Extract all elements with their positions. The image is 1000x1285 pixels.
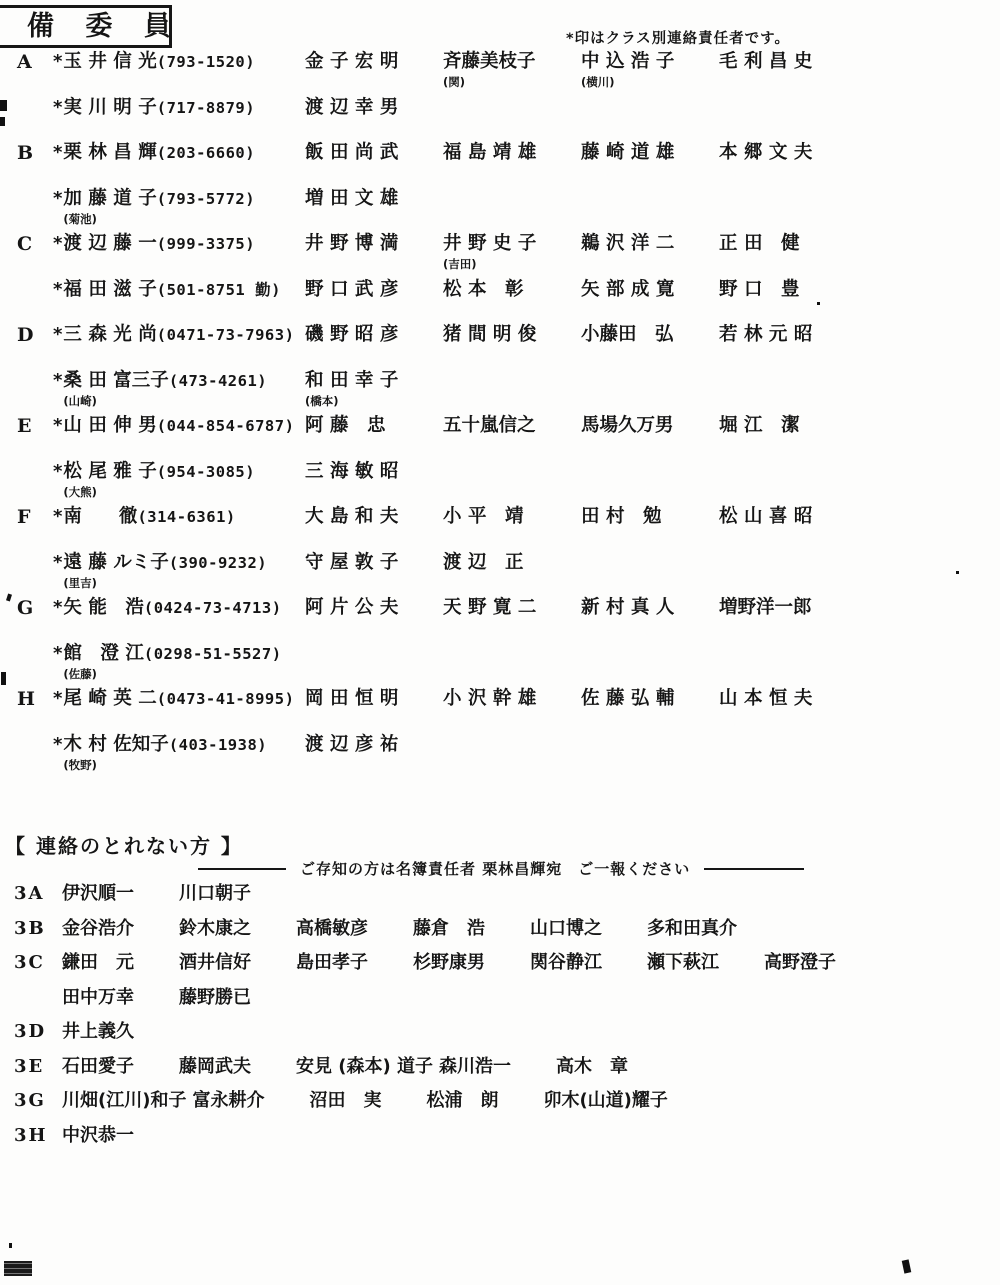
class-label: B	[17, 142, 34, 164]
maiden-name: (大熊)	[63, 484, 97, 499]
person-name: 斉藤美枝子	[443, 51, 536, 72]
person-name: 本 郷 文 夫	[719, 142, 813, 163]
person-name: 三 海 敏 昭	[305, 460, 399, 482]
member-cell	[443, 596, 581, 620]
member-cell	[443, 551, 581, 575]
member-cell	[719, 232, 857, 256]
leader-name-row	[63, 369, 267, 393]
person-name: 杉野康男	[413, 952, 485, 973]
leader-name-row	[63, 505, 235, 529]
person-name: 井 野 博 満	[305, 233, 399, 254]
member-cell	[443, 141, 581, 165]
asterisk-mark: *	[53, 733, 63, 755]
person-name: 鈴木康之	[179, 917, 251, 939]
person-name: 正 田 健	[719, 233, 800, 254]
committee-line	[0, 687, 1000, 733]
phone-number: (0471-73-7963)	[156, 326, 295, 344]
leader-cell	[53, 278, 305, 302]
person-name: 島田孝子	[296, 952, 368, 973]
member-cell	[581, 687, 719, 711]
phone-number: (044-854-6787)	[156, 417, 295, 435]
dash-rule-right	[704, 868, 804, 870]
person-name: 飯 田 尚 武	[305, 142, 399, 163]
person-name: 小 平 靖	[443, 506, 524, 527]
member-cell	[719, 505, 857, 529]
person-name: 矢 部 成 寛	[581, 278, 675, 300]
member-cell	[719, 596, 857, 620]
person-name: 多和田真介	[647, 917, 737, 939]
committee-line	[0, 551, 1000, 597]
class-label: 3C	[14, 952, 45, 973]
person-name: 遠 藤 ルミ子	[63, 551, 169, 573]
person-name: 渡 辺 正	[443, 551, 524, 573]
class-label: 3D	[14, 1021, 47, 1042]
person-name: 岡 田 恒 明	[305, 688, 399, 709]
unreachable-heading: 【 連絡のとれない方 】	[5, 834, 243, 858]
maiden-name: (吉田)	[443, 257, 477, 271]
asterisk-mark: *	[53, 460, 63, 482]
member-cell	[305, 187, 443, 211]
leader-name-row	[63, 278, 280, 302]
leader-name-wrap	[63, 551, 267, 590]
person-name: 中沢恭一	[62, 1124, 134, 1146]
person-name: 大 島 和 夫	[305, 506, 399, 527]
leader-name-row	[63, 551, 267, 575]
phone-number: (0473-41-8995)	[156, 690, 295, 708]
committee-line	[0, 414, 1000, 460]
unreachable-line	[0, 1089, 1000, 1124]
dash-rule-left	[198, 868, 286, 870]
class-label: F	[17, 506, 31, 528]
person-name: 藤 崎 道 雄	[581, 142, 675, 163]
person-name: 増 田 文 雄	[305, 187, 399, 209]
member-cell	[305, 687, 443, 711]
person-name: 田 村 勉	[581, 506, 662, 527]
asterisk-mark: *	[53, 51, 63, 72]
leader-cell	[53, 596, 305, 620]
person-name: 山 本 恒 夫	[719, 688, 813, 709]
member-cell	[719, 141, 857, 165]
person-name: 関谷静江	[530, 952, 602, 973]
member-cell	[719, 414, 857, 438]
person-name: 安見 (森本) 道子	[296, 1055, 433, 1077]
scan-artifact	[1, 672, 6, 685]
person-name: 松 本 彰	[443, 278, 524, 300]
person-name: 伊沢順一	[62, 883, 134, 904]
leader-name-wrap	[63, 323, 294, 347]
phone-number: (717-8879)	[156, 98, 256, 117]
committee-line	[0, 187, 1000, 233]
asterisk-mark: *	[53, 324, 63, 345]
class-label: 3G	[14, 1090, 46, 1111]
person-name: 松 尾 雅 子	[63, 460, 157, 482]
person-name: 高橋敏彦	[296, 917, 368, 939]
committee-line	[0, 505, 1000, 551]
unreachable-line	[0, 951, 1000, 986]
committee-line	[0, 278, 1000, 324]
unreachable-note-text: ご存知の方は名簿責任者 栗林昌輝宛 ご一報ください	[300, 860, 691, 878]
member-cell	[305, 551, 443, 575]
committee-line	[0, 50, 1000, 96]
person-name: 瀬下萩江	[647, 952, 719, 973]
member-cell	[305, 460, 443, 484]
committee-line	[0, 596, 1000, 642]
member-cell	[305, 141, 443, 165]
member-cell	[305, 278, 443, 302]
class-label: D	[17, 324, 34, 346]
committee-list	[0, 50, 1000, 778]
person-name: 中 込 浩 子	[581, 51, 675, 72]
person-name: 小 沢 幹 雄	[443, 688, 537, 709]
scan-artifact	[9, 1243, 12, 1248]
leader-name-wrap	[63, 460, 255, 499]
leader-name-row	[63, 96, 255, 120]
person-name: 酒井信好	[179, 952, 251, 973]
class-label: 3H	[14, 1124, 48, 1146]
leader-cell	[53, 642, 305, 681]
unreachable-line	[0, 986, 1000, 1021]
maiden-name: (横川)	[581, 75, 615, 89]
person-name: 福 島 靖 雄	[443, 142, 537, 163]
member-cell	[305, 414, 443, 438]
person-name: 卯木(山道)耀子	[543, 1090, 668, 1111]
leader-cell	[53, 323, 305, 347]
leader-name-row	[63, 323, 294, 347]
member-cell	[581, 414, 719, 438]
member-cell	[719, 278, 857, 302]
maiden-name: (橋本)	[305, 393, 339, 408]
phone-number: (501-8751 勤)	[156, 280, 281, 299]
person-name: 松浦 朗	[426, 1090, 499, 1111]
unreachable-line	[0, 917, 1000, 952]
person-name: 加 藤 道 子	[63, 187, 157, 209]
member-cell	[305, 369, 443, 408]
committee-line	[0, 96, 1000, 142]
class-label: 3E	[14, 1055, 45, 1077]
leader-name-wrap	[63, 50, 255, 74]
person-name: 和 田 幸 子	[305, 369, 399, 391]
person-name: 天 野 寛 二	[443, 597, 537, 618]
person-name: 渡 辺 彦 祐	[305, 733, 399, 755]
leader-cell	[53, 733, 305, 772]
committee-line	[0, 733, 1000, 779]
leader-name-wrap	[63, 232, 255, 256]
phone-number: (403-1938)	[168, 735, 268, 754]
member-cell	[581, 50, 719, 89]
member-cell	[581, 505, 719, 529]
person-name: 山口博之	[530, 917, 602, 939]
maiden-name: (里吉)	[63, 575, 97, 590]
leader-cell	[53, 414, 305, 438]
unreachable-line	[0, 1020, 1000, 1055]
member-cell	[443, 505, 581, 529]
leader-cell	[53, 505, 305, 529]
leader-name-wrap	[63, 278, 280, 302]
scan-artifact	[0, 100, 7, 111]
maiden-name: (山崎)	[63, 393, 97, 408]
leader-name-row	[63, 187, 255, 211]
asterisk-mark: *	[53, 642, 63, 664]
asterisk-mark: *	[53, 415, 63, 436]
member-cell	[581, 141, 719, 165]
person-name: 実 川 明 子	[63, 96, 157, 118]
leader-name-wrap	[63, 141, 255, 165]
scan-artifact	[956, 571, 959, 574]
person-name: 井 野 史 子	[443, 233, 537, 254]
maiden-name: (佐藤)	[63, 666, 97, 681]
scan-artifact	[0, 117, 5, 126]
leader-cell	[53, 141, 305, 165]
member-cell	[581, 232, 719, 256]
person-name: 藤岡武夫	[179, 1055, 251, 1077]
person-name: 桑 田 富三子	[63, 369, 169, 391]
person-name: 増野洋一郎	[719, 597, 812, 618]
person-name: 矢 能 浩	[63, 597, 144, 618]
page-title-text: 備 委 員	[27, 11, 182, 42]
leader-name-row	[63, 733, 267, 757]
phone-number: (473-4261)	[168, 371, 268, 390]
person-name: 阿 藤 忠	[305, 415, 386, 436]
person-name: 玉 井 信 光	[63, 51, 157, 72]
person-name: 佐 藤 弘 輔	[581, 688, 675, 709]
person-name: 鵜 沢 洋 二	[581, 233, 675, 254]
leader-name-wrap	[63, 187, 255, 226]
person-name: 阿 片 公 夫	[305, 597, 399, 618]
phone-number: (793-5772)	[156, 189, 256, 208]
member-cell	[581, 596, 719, 620]
asterisk-mark: *	[53, 142, 63, 163]
leader-name-wrap	[63, 687, 294, 711]
leader-cell	[53, 96, 305, 120]
member-cell	[581, 278, 719, 302]
asterisk-mark: *	[53, 597, 63, 618]
person-name: 松 山 喜 昭	[719, 506, 813, 527]
leader-name-row	[63, 50, 255, 74]
committee-line	[0, 323, 1000, 369]
phone-number: (390-9232)	[168, 553, 268, 572]
leader-name-wrap	[63, 642, 281, 681]
leader-name-row	[63, 687, 294, 711]
leader-name-wrap	[63, 596, 281, 620]
leader-name-wrap	[63, 505, 235, 529]
member-cell	[443, 414, 581, 438]
asterisk-mark: *	[53, 278, 63, 300]
leader-name-row	[63, 232, 255, 256]
member-cell	[443, 278, 581, 302]
person-name: 三 森 光 尚	[63, 324, 157, 345]
unreachable-list	[0, 882, 1000, 1158]
unreachable-note	[198, 858, 804, 879]
leader-name-row	[63, 414, 294, 438]
person-name: 高木 章	[556, 1055, 628, 1077]
person-name: 金谷浩介	[62, 917, 134, 939]
person-name: 藤野勝已	[179, 986, 251, 1008]
person-name: 栗 林 昌 輝	[63, 142, 157, 163]
leader-cell	[53, 551, 305, 590]
person-name: 磯 野 昭 彦	[305, 324, 399, 345]
phone-number: (314-6361)	[137, 508, 236, 526]
person-name: 南 徹	[63, 506, 138, 527]
member-cell	[719, 50, 857, 74]
person-name: 石田愛子	[62, 1055, 134, 1077]
leader-name-wrap	[63, 414, 294, 438]
person-name: 沼田 実	[309, 1090, 382, 1111]
asterisk-mark: *	[53, 369, 63, 391]
person-name: 川畑(江川)和子	[62, 1090, 187, 1111]
member-cell	[443, 232, 581, 271]
member-cell	[581, 323, 719, 347]
person-name: 木 村 佐知子	[63, 733, 169, 755]
legend-note: *印はクラス別連絡責任者です。	[566, 31, 790, 47]
leader-cell	[53, 50, 305, 74]
person-name: 館 澄 江	[63, 642, 144, 664]
asterisk-mark: *	[53, 506, 63, 527]
scan-artifact	[817, 302, 820, 305]
person-name: 馬場久万男	[581, 415, 674, 436]
leader-name-wrap	[63, 369, 267, 408]
maiden-name: (菊池)	[63, 211, 97, 226]
leader-name-row	[63, 642, 281, 666]
phone-number: (0424-73-4713)	[143, 599, 282, 617]
member-cell	[443, 323, 581, 347]
leader-name-wrap	[63, 733, 267, 772]
unreachable-line	[0, 882, 1000, 917]
committee-line	[0, 460, 1000, 506]
person-name: 堀 江 潔	[719, 415, 800, 436]
asterisk-mark: *	[53, 187, 63, 209]
member-cell	[305, 733, 443, 757]
committee-line	[0, 642, 1000, 688]
class-label: C	[17, 233, 33, 255]
scan-artifact	[4, 1261, 32, 1276]
class-label: G	[17, 597, 34, 619]
person-name: 若 林 元 昭	[719, 324, 813, 345]
leader-cell	[53, 187, 305, 226]
page-title	[0, 5, 182, 48]
leader-cell	[53, 369, 305, 408]
phone-number: (203-6660)	[156, 144, 256, 162]
member-cell	[443, 50, 581, 89]
asterisk-mark: *	[53, 96, 63, 118]
class-label: 3A	[14, 883, 45, 904]
class-label: H	[17, 688, 35, 710]
person-name: 小藤田 弘	[581, 324, 674, 345]
person-name: 川口朝子	[179, 883, 251, 904]
person-name: 金 子 宏 明	[305, 51, 399, 72]
member-cell	[305, 596, 443, 620]
member-cell	[443, 687, 581, 711]
person-name: 鎌田 元	[62, 952, 134, 973]
person-name: 藤倉 浩	[413, 917, 485, 939]
person-name: 五十嵐信之	[443, 415, 536, 436]
member-cell	[305, 232, 443, 256]
asterisk-mark: *	[53, 551, 63, 573]
asterisk-mark: *	[53, 233, 63, 254]
asterisk-mark: *	[53, 688, 63, 709]
committee-line	[0, 141, 1000, 187]
maiden-name: (牧野)	[63, 757, 97, 772]
maiden-name: (関)	[443, 75, 466, 89]
unreachable-line	[0, 1055, 1000, 1090]
leader-name-row	[63, 596, 281, 620]
committee-line	[0, 369, 1000, 415]
person-name: 野 口 豊	[719, 278, 800, 300]
unreachable-line	[0, 1124, 1000, 1159]
person-name: 山 田 伸 男	[63, 415, 157, 436]
leader-name-wrap	[63, 96, 255, 120]
committee-line	[0, 232, 1000, 278]
person-name: 野 口 武 彦	[305, 278, 399, 300]
member-cell	[305, 96, 443, 120]
person-name: 福 田 滋 子	[63, 278, 157, 300]
class-label: E	[17, 415, 32, 437]
person-name: 尾 崎 英 二	[63, 688, 157, 709]
person-name: 高野澄子	[764, 952, 836, 973]
phone-number: (0298-51-5527)	[143, 644, 282, 663]
member-cell	[305, 505, 443, 529]
person-name: 毛 利 昌 史	[719, 51, 813, 72]
member-cell	[719, 687, 857, 711]
leader-cell	[53, 687, 305, 711]
person-name: 井上義久	[62, 1021, 134, 1042]
phone-number: (793-1520)	[156, 53, 256, 71]
class-label: 3B	[14, 917, 46, 939]
member-cell	[305, 323, 443, 347]
person-name: 森川浩一	[439, 1055, 511, 1077]
person-name: 富永耕介	[192, 1090, 265, 1111]
phone-number: (954-3085)	[156, 462, 256, 481]
person-name: 渡 辺 藤 一	[63, 233, 157, 254]
person-name: 田中万幸	[62, 986, 134, 1008]
class-label: A	[17, 51, 32, 73]
member-cell	[719, 323, 857, 347]
leader-name-row	[63, 460, 255, 484]
member-cell	[305, 50, 443, 74]
person-name: 猪 間 明 俊	[443, 324, 537, 345]
person-name: 新 村 真 人	[581, 597, 675, 618]
phone-number: (999-3375)	[156, 235, 256, 253]
leader-cell	[53, 460, 305, 499]
scan-artifact	[902, 1259, 912, 1273]
leader-cell	[53, 232, 305, 256]
person-name: 渡 辺 幸 男	[305, 96, 399, 118]
leader-name-row	[63, 141, 255, 165]
person-name: 守 屋 敦 子	[305, 551, 399, 573]
